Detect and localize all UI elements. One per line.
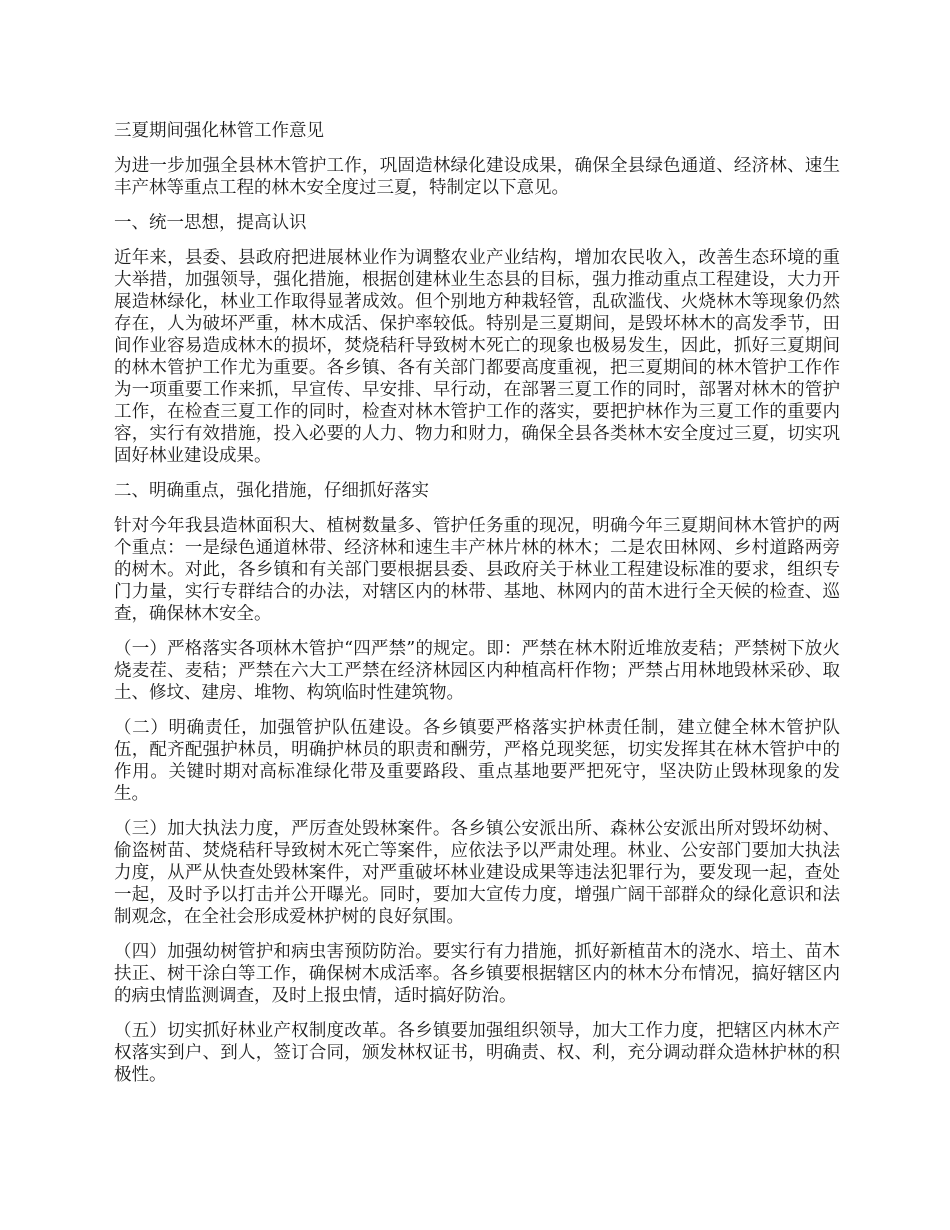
item-3-paragraph: （三）加大执法力度，严厉查处毁林案件。各乡镇公安派出所、森林公安派出所对毁坏幼树、偷盗树苗、焚烧秸秆导致树木死亡等案件，应依法予以严肃处理。林业、公安部门要加大执法力度，从严从快查处毁林案件，对严重破坏林业建设成果等违法犯罪行为，要发现一起，查处一起，及时予以打击并公开曝光。同时，要加大宣传力度，增强广阔干部群众的绿化意识和法制观念，在全社会形成爱林护树的良好氛围。 [114, 819, 840, 927]
item-2-paragraph: （二）明确责任，加强管护队伍建设。各乡镇要严格落实护林责任制，建立健全林木管护队伍，配齐配强护林员，明确护林员的职责和酬劳，严格兑现奖惩，切实发挥其在林木管护中的作用。关键时期对高标准绿化带及重要路段、重点基地要严把死守，坚决防止毁林现象的发生。 [114, 718, 840, 804]
section-heading-1: 一、统一思想，提高认识 [114, 213, 307, 233]
item-1-paragraph: （一）严格落实各项林木管护“四严禁”的规定。即：严禁在林木附近堆放麦秸；严禁树下放火烧麦茬、麦秸；严禁在六大工严禁在经济林园区内种植高杆作物；严禁占用林地毁林采砂、取土、修坟、建房、堆物、构筑临时性建筑物。 [114, 639, 840, 703]
document-body [114, 120, 840, 1099]
intro-paragraph: 为进一步加强全县林木管护工作，巩固造林绿化建设成果，确保全县绿色通道、经济林、速生丰产林等重点工程的林木安全度过三夏，特制定以下意见。 [114, 156, 840, 198]
document-title: 三夏期间强化林管工作意见 [114, 121, 324, 141]
section-1-paragraph: 近年来，县委、县政府把进展林业作为调整农业产业结构，增加农民收入，改善生态环境的重大举措，加强领导，强化措施，根据创建林业生态县的目标，强力推动重点工程建设，大力开展造林绿化，林业工作取得显著成效。但个别地方种栽轻管，乱砍滥伐、火烧林木等现象仍然存在，人为破坏严重，林木成活、保护率较低。特别是三夏期间，是毁坏林木的高发季节，田间作业容易造成林木的损坏，焚烧秸秆导致树木死亡的现象也极易发生，因此，抓好三夏期间的林木管护工作尤为重要。各乡镇、各有关部门都要高度重视，把三夏期间的林木管护工作作为一项重要工作来抓，早宣传、早安排、早行动，在部署三夏工作的同时，部署对林木的管护工作，在检查三夏工作的同时，检查对林木管护工作的落实，要把护林作为三夏工作的重要内容，实行有效措施，投入必要的人力、物力和财力，确保全县各类林木安全度过三夏，切实巩固好林业建设成果。 [114, 248, 840, 466]
item-5-paragraph: （五）切实抓好林业产权制度改革。各乡镇要加强组织领导，加大工作力度，把辖区内林木产权落实到户、到人，签订合同，颁发林权证书，明确责、权、利，充分调动群众造林护林的积极性。 [114, 1021, 840, 1085]
item-4-paragraph: （四）加强幼树管护和病虫害预防防治。要实行有力措施，抓好新植苗木的浇水、培土、苗木扶正、树干涂白等工作，确保树木成活率。各乡镇要根据辖区内的林木分布情况，搞好辖区内的病虫情监测调查，及时上报虫情，适时搞好防治。 [114, 942, 840, 1006]
section-heading-2: 二、明确重点，强化措施，仔细抓好落实 [114, 481, 429, 501]
section-2-paragraph: 针对今年我县造林面积大、植树数量多、管护任务重的现况，明确今年三夏期间林木管护的两个重点：一是绿色通道林带、经济林和速生丰产林片林的林木；二是农田林网、乡村道路两旁的树木。对此，各乡镇和有关部门要根据县委、县政府关于林业工程建设标准的要求，组织专门力量，实行专群结合的办法，对辖区内的林带、基地、林网内的苗木进行全天候的检查、巡查，确保林木安全。 [114, 516, 840, 624]
